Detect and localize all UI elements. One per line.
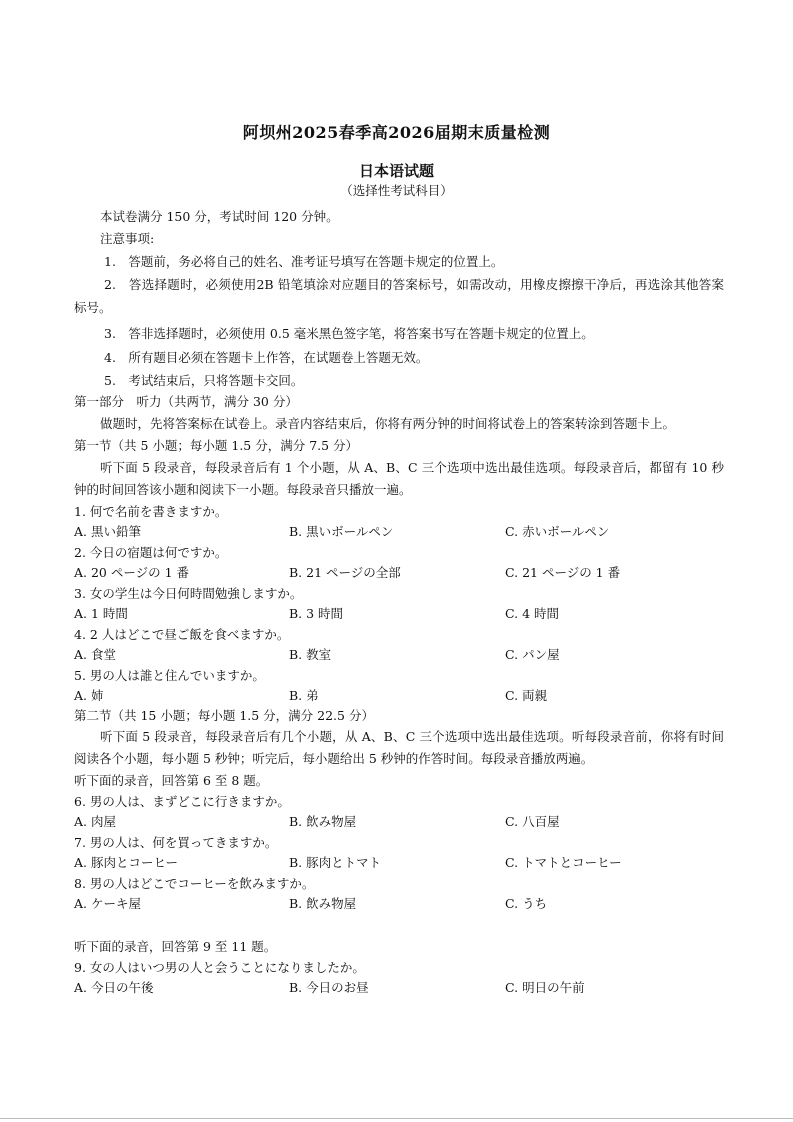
option-b: B. 教室 <box>289 647 332 662</box>
question-text: 5. 男の人は誰と住んでいますか。 <box>74 668 265 683</box>
option-c: C. トマトとコーヒー <box>505 855 622 870</box>
option-a: A. 食堂 <box>74 647 116 662</box>
group-instruction: 听下面的录音，回答第 9 至 11 题。 <box>74 939 277 954</box>
question-text: 4. 2 人はどこで昼ご飯を食べますか。 <box>74 627 290 642</box>
option-row <box>74 645 724 665</box>
option-row <box>74 522 724 542</box>
group-instruction: 听下面的录音，回答第 6 至 8 题。 <box>74 773 269 788</box>
option-a: A. 今日の午後 <box>74 980 154 995</box>
exam-subtitle: 日本语试题 <box>358 162 434 180</box>
question-block <box>74 542 724 583</box>
option-c: C. 八百屋 <box>505 814 560 829</box>
option-b: B. 今日のお昼 <box>289 980 369 995</box>
option-b: B. 豚肉とトマト <box>289 855 382 870</box>
option-row <box>74 686 724 706</box>
option-c: C. 4 時間 <box>505 606 559 621</box>
option-a: A. 黒い鉛筆 <box>74 524 141 539</box>
option-row <box>74 978 724 998</box>
section1-instructions: 听下面 5 段录音，每段录音后有 1 个小题，从 A、B、C 三个选项中选出最佳选项。每段录音后，都留有 10 秒钟的时间回答该小题和阅读下一小题。每段录音只播放一遍。 <box>74 460 724 497</box>
option-a: A. 姉 <box>74 688 104 703</box>
question-text: 8. 男の人はどこでコーヒーを飲みますか。 <box>74 876 315 891</box>
option-b: B. 弟 <box>289 688 319 703</box>
option-b: B. 飲み物屋 <box>289 814 357 829</box>
notice-title: 注意事项: <box>100 231 155 246</box>
option-c: C. 赤いボールペン <box>505 524 610 539</box>
option-c: C. 明日の午前 <box>505 980 585 995</box>
exam-content <box>74 206 724 998</box>
notice-item: 4. 所有题目必须在答题卡上作答，在试题卷上答题无效。 <box>104 350 429 365</box>
option-c: C. うち <box>505 896 548 911</box>
option-row <box>74 563 724 583</box>
section1-heading: 第一节（共 5 小题；每小题 1.5 分，满分 7.5 分） <box>74 438 359 453</box>
spacer <box>74 914 724 936</box>
question-block <box>74 583 724 624</box>
exam-title: 阿坝州2025春季高2026届期末质量检测 <box>242 123 551 142</box>
option-c: C. 21 ページの 1 番 <box>505 565 621 580</box>
option-a: A. ケーキ屋 <box>74 896 141 911</box>
option-c: C. 両親 <box>505 688 548 703</box>
question-text: 1. 何で名前を書きますか。 <box>74 504 228 519</box>
option-a: A. 豚肉とコーヒー <box>74 855 178 870</box>
question-text: 2. 今日の宿題は何ですか。 <box>74 545 228 560</box>
question-text: 6. 男の人は、まずどこに行きますか。 <box>74 794 290 809</box>
option-a: A. 1 時間 <box>74 606 128 621</box>
question-block <box>74 791 724 832</box>
part1-heading: 第一部分 听力（共两节，满分 30 分） <box>74 394 298 409</box>
notice-item: 3. 答非选择题时，必须使用 0.5 毫米黑色签字笔，将答案书写在答题卡规定的位置上。 <box>104 326 594 341</box>
question-text: 7. 男の人は、何を買ってきますか。 <box>74 835 278 850</box>
notice-item: 1. 答题前，务必将自己的姓名、准考证号填写在答题卡规定的位置上。 <box>104 254 504 269</box>
intro-line: 本试卷满分 150 分，考试时间 120 分钟。 <box>100 209 339 224</box>
notice-item: 5. 考试结束后，只将答题卡交回。 <box>104 373 304 388</box>
option-row <box>74 853 724 873</box>
notice-item: 2. 答选择题时，必须使用2B 铅笔填涂对应题目的答案标号，如需改动，用橡皮擦擦干净后，再选涂其他答案标号。 <box>74 277 724 315</box>
section2-heading: 第二节（共 15 小题；每小题 1.5 分，满分 22.5 分） <box>74 708 374 723</box>
question-block <box>74 665 724 706</box>
question-block <box>74 624 724 665</box>
question-block <box>74 501 724 542</box>
option-b: B. 3 時間 <box>289 606 344 621</box>
page-bottom-divider <box>0 1118 793 1119</box>
question-block <box>74 873 724 914</box>
option-row <box>74 812 724 832</box>
section2-instructions: 听下面 5 段录音，每段录音后有几个小题，从 A、B、C 三个选项中选出最佳选项。听每段录音前，你将有时间阅读各个小题，每小题 5 秒钟；听完后，每小题给出 5 秒钟的作答时间。每段录音播放两遍。 <box>74 729 724 766</box>
question-block <box>74 832 724 873</box>
question-block <box>74 957 724 998</box>
option-a: A. 肉屋 <box>74 814 116 829</box>
option-b: B. 黒いボールペン <box>289 524 394 539</box>
option-a: A. 20 ページの 1 番 <box>74 565 190 580</box>
question-text: 3. 女の学生は今日何時間勉強しますか。 <box>74 586 303 601</box>
option-row <box>74 894 724 914</box>
part1-instructions: 做题时，先将答案标在试卷上。录音内容结束后，你将有两分钟的时间将试卷上的答案转涂到答题卡上。 <box>100 416 676 431</box>
option-b: B. 21 ページの全部 <box>289 565 401 580</box>
question-text: 9. 女の人はいつ男の人と会うことになりましたか。 <box>74 960 365 975</box>
exam-subnote: （选择性考试科目） <box>340 183 453 198</box>
option-c: C. パン屋 <box>505 647 560 662</box>
option-b: B. 飲み物屋 <box>289 896 357 911</box>
option-row <box>74 604 724 624</box>
